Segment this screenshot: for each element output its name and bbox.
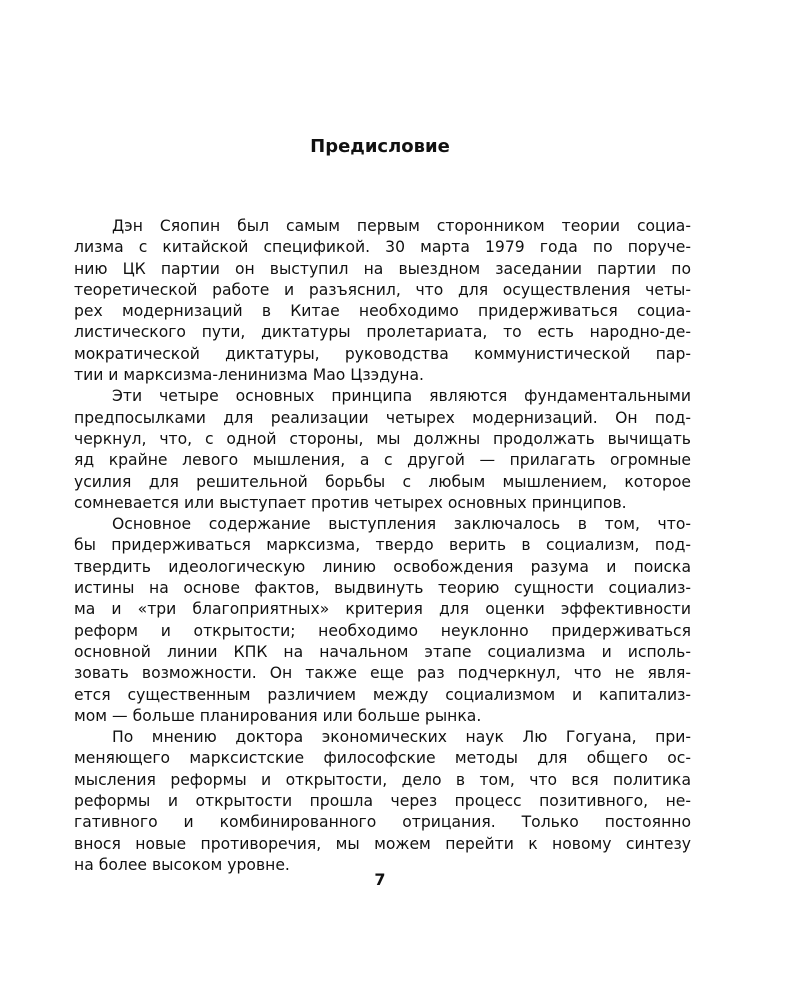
page-title: Предисловие (310, 136, 450, 157)
paragraph-4-line-1: По мнению доктора экономических наук Лю Гогуана, при- (112, 728, 691, 747)
paragraph-4-line-2: меняющего марксистские философские методы для общего ос- (74, 749, 691, 768)
paragraph-2-line-1: Эти четыре основных принципа являются фундаментальными (112, 387, 691, 406)
paragraph-3-line-2: бы придерживаться марксизма, твердо верить в социализм, под- (74, 536, 691, 555)
paragraph-2-line-2: предпосылками для реализации четырех модернизаций. Он под- (74, 408, 691, 427)
paragraph-3-line-4: истины на основе фактов, выдвинуть теорию сущности социализ- (74, 579, 691, 598)
paragraph-1-line-8: тии и марксизма-ленинизма Мао Цзэдуна. (74, 366, 424, 385)
paragraph-4-line-5: гативного и комбинированного отрицания. Только постоянно (74, 813, 691, 832)
paragraph-2-line-4: яд крайне левого мышления, а с другой — прилагать огромные (74, 451, 691, 470)
paragraph-3-line-7: основной линии КПК на начальном этапе социализма и исполь- (74, 642, 691, 661)
paragraph-2-line-6: сомневается или выступает против четырех основных принципов. (74, 493, 627, 512)
paragraph-3-line-6: реформ и открытости; необходимо неуклонно придерживаться (74, 621, 691, 640)
paragraph-1-line-5: рех модернизаций в Китае необходимо придерживаться социа- (74, 302, 691, 321)
paragraph-4-line-7: на более высоком уровне. (74, 855, 290, 874)
paragraph-2-line-5: усилия для решительной борьбы с любым мышлением, которое (74, 472, 691, 491)
paragraph-4-line-3: мысления реформы и открытости, дело в том, что вся политика (74, 770, 691, 789)
paragraph-1-line-4: теоретической работе и разъяснил, что для осуществления четы- (74, 280, 691, 299)
paragraph-1-line-7: мократической диктатуры, руководства коммунистической пар- (74, 344, 691, 363)
paragraph-3-line-8: зовать возможности. Он также еще раз подчеркнул, что не явля- (74, 664, 691, 683)
paragraph-3-line-3: твердить идеологическую линию освобождения разума и поиска (74, 557, 691, 576)
paragraph-1-line-3: нию ЦК партии он выступил на выездном заседании партии по (74, 259, 691, 278)
body-text (74, 216, 691, 876)
paragraph-4-line-6: внося новые противоречия, мы можем перейти к новому синтезу (74, 834, 691, 853)
page-number: 7 (374, 870, 386, 889)
paragraph-3-line-5: ма и «три благоприятных» критерия для оценки эффективности (74, 600, 691, 619)
paragraph-3-line-10: мом — больше планирования или больше рынка. (74, 706, 482, 725)
paragraph-1-line-1: Дэн Сяопин был самым первым сторонником теории социа- (112, 217, 691, 235)
paragraph-3-line-1: Основное содержание выступления заключалось в том, что- (112, 515, 691, 534)
paragraph-1-line-2: лизма с китайской спецификой. 30 марта 1979 года по поруче- (74, 238, 691, 257)
paragraph-3-line-9: ется существенным различием между социализмом и капитализ- (74, 685, 691, 704)
paragraph-4-line-4: реформы и открытости прошла через процесс позитивного, не- (74, 792, 691, 811)
paragraph-1-line-6: листического пути, диктатуры пролетариата, то есть народно-де- (74, 323, 691, 342)
paragraph-2-line-3: черкнул, что, с одной стороны, мы должны продолжать вычищать (74, 429, 691, 448)
